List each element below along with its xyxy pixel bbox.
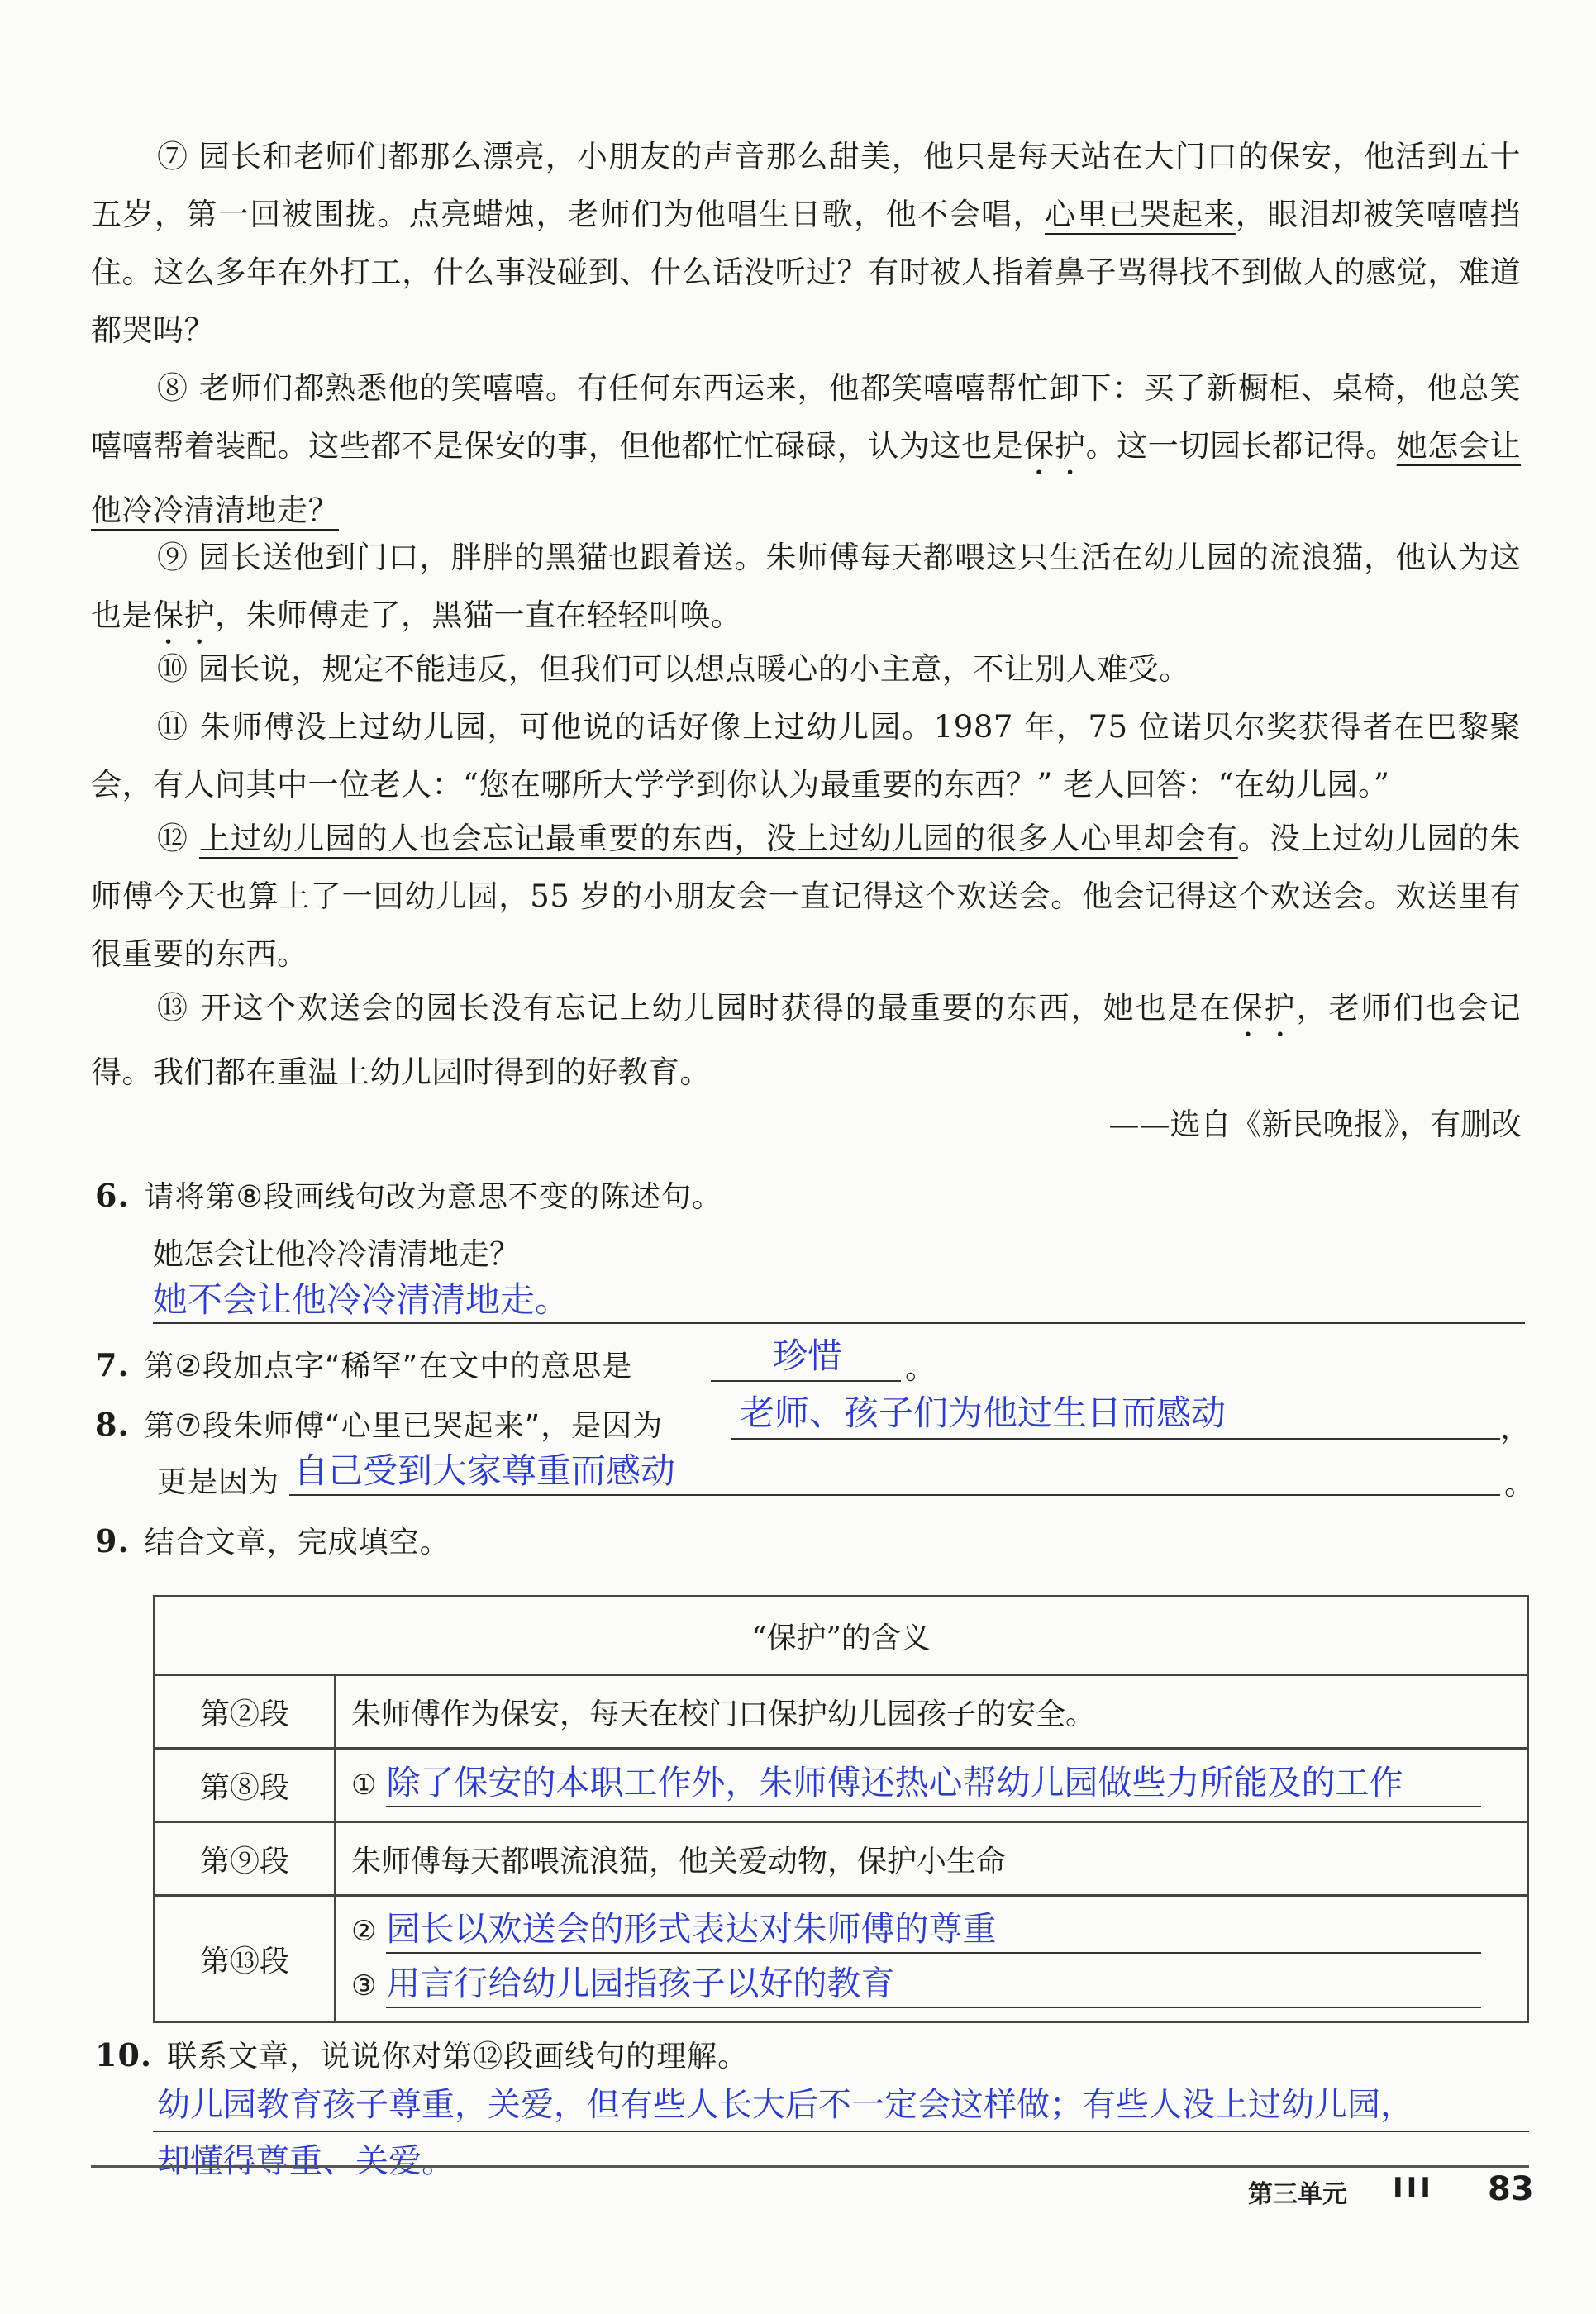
answer-9-1[interactable]: 除了保安的本职工作外，朱师傅还热心帮幼儿园做些力所能及的工作 [386, 1759, 1481, 1807]
unit-label: 第三单元 [1248, 2180, 1347, 2209]
page-number: 83 [1488, 2170, 1534, 2208]
question-7-end: 。 [905, 1350, 936, 1386]
meaning-table [153, 1595, 1529, 2023]
answer-line [731, 1438, 1500, 1440]
paragraph-8: ⑧ 老师们都熟悉他的笑嘻嘻。有任何东西运来，他都笑嘻嘻帮忙卸下：买了新橱柜、桌椅，他总笑嘻嘻帮着装配。这些都不是保安的事，但他都忙忙碌碌，认为这也是保护。这一切园长都记得。她怎会让他冷冷清清地走？ [91, 370, 1522, 528]
row-content: ② 园长以欢送会的形式表达对朱师傅的尊重 ③ 用言行给幼儿园指孩子以好的教育 [336, 1896, 1528, 2022]
answer-8-part2[interactable]: 自己受到大家尊重而感动 [293, 1450, 676, 1491]
answer-8-part1[interactable]: 老师、孩子们为他过生日而感动 [740, 1393, 1227, 1433]
question-8: 8. 第⑦段朱师傅“心里已哭起来”，是因为 [95, 1406, 664, 1443]
answer-7[interactable]: 珍惜 [773, 1336, 843, 1376]
answer-10-line1[interactable]: 幼儿园教育孩子尊重，关爱，但有些人长大后不一定会这样做；有些人没上过幼儿园， [157, 2086, 1413, 2124]
dotted-word: 保护 [1023, 428, 1086, 464]
answer-line [153, 2131, 1529, 2132]
question-7: 7. 第②段加点字“稀罕”在文中的意思是 [95, 1346, 633, 1383]
question-8-line2: 更是因为 [157, 1465, 280, 1499]
answer-line [289, 1494, 1500, 1496]
row-label: 第⑬段 [155, 1896, 336, 2022]
paragraph-7: ⑦ 园长和老师们都那么漂亮，小朋友的声音那么甜美，他只是每天站在大门口的保安，他活到五十五岁，第一回被围拢。点亮蜡烛，老师们为他唱生日歌，他不会唱，心里已哭起来，眼泪却被笑嘻嘻挡住。这么多年在外打工，什么事没碰到、什么话没听过？有时被人指着鼻子骂得找不到做人的感觉，难道都哭吗？ [91, 139, 1522, 348]
answer-10-line2[interactable]: 却懂得尊重、关爱。 [157, 2142, 455, 2180]
row-content: 朱师傅作为保安，每天在校门口保护幼儿园孩子的安全。 [336, 1675, 1528, 1749]
question-6-quote: 她怎会让他冷冷清清地走？ [153, 1236, 520, 1272]
underlined-sentence: 上过幼儿园的人也会忘记最重要的东西，没上过幼儿园的很多人心里却会有 [198, 821, 1238, 856]
row-content: 朱师傅每天都喂流浪猫，他关爱动物，保护小生命 [336, 1822, 1528, 1896]
question-8-comma: ， [1500, 1410, 1531, 1445]
paragraph-12: ⑫ 上过幼儿园的人也会忘记最重要的东西，没上过幼儿园的很多人心里却会有。没上过幼儿园的朱师傅今天也算上了一回幼儿园，55 岁的小朋友会一直记得这个欢送会。他会记得这个欢送会。欢送里有很重要的东西。 [91, 821, 1522, 972]
table-row [155, 1675, 1528, 1749]
question-8-end: 。 [1504, 1466, 1535, 1502]
question-10: 10. 联系文章，说说你对第⑫段画线句的理解。 [95, 2036, 749, 2074]
unit-bars: III [1393, 2172, 1434, 2205]
underlined-sentence: 她怎会让他冷冷清清地走？ [91, 428, 1522, 528]
answer-9-2[interactable]: 园长以欢送会的形式表达对朱师傅的尊重 [386, 1906, 1481, 1954]
underlined-phrase: 心里已哭起来 [1044, 197, 1236, 232]
answer-9-3[interactable]: 用言行给幼儿园指孩子以好的教育 [386, 1960, 1481, 2008]
dotted-word: 保护 [153, 598, 215, 633]
footer-divider [91, 2165, 1529, 2168]
paragraph-10: ⑩ 园长说，规定不能违反，但我们可以想点暖心的小主意，不让别人难受。 [157, 651, 1190, 687]
paragraph-9: ⑨ 园长送他到门口，胖胖的黑猫也跟着送。朱师傅每天都喂这只生活在幼儿园的流浪猫，他认为这也是保护，朱师傅走了，黑猫一直在轻轻叫唤。 [91, 540, 1521, 633]
answer-line [153, 1322, 1525, 1324]
table-row [155, 1822, 1528, 1896]
question-9: 9. 结合文章，完成填空。 [95, 1522, 450, 1559]
paragraph-11: ⑪ 朱师傅没上过幼儿园，可他说的话好像上过幼儿园。1987 年，75 位诺贝尔奖获得者在巴黎聚会，有人问其中一位老人：“您在哪所大学学到你认为最重要的东西？” 老人回答：“在幼儿园。” [91, 709, 1521, 802]
answer-6[interactable]: 她不会让他冷冷清清地走。 [153, 1279, 570, 1320]
table-header: “保护”的含义 [155, 1597, 1528, 1675]
question-6: 6. 请将第⑧段画线句改为意思不变的陈述句。 [95, 1177, 722, 1214]
table-row [155, 1749, 1528, 1822]
row-label: 第⑨段 [155, 1822, 336, 1896]
row-label: 第②段 [155, 1675, 336, 1749]
table-row [155, 1896, 1528, 2022]
row-label: 第⑧段 [155, 1749, 336, 1822]
dotted-word: 保护 [1232, 990, 1297, 1026]
row-content: ① 除了保安的本职工作外，朱师傅还热心帮幼儿园做些力所能及的工作 [336, 1749, 1528, 1822]
paragraph-13: ⑬ 开这个欢送会的园长没有忘记上幼儿园时获得的最重要的东西，她也是在保护，老师们也会记得。我们都在重温上幼儿园时得到的好教育。 [91, 990, 1522, 1090]
source-citation: ——选自《新民晚报》，有删改 [1108, 1107, 1522, 1142]
answer-line [711, 1380, 901, 1382]
